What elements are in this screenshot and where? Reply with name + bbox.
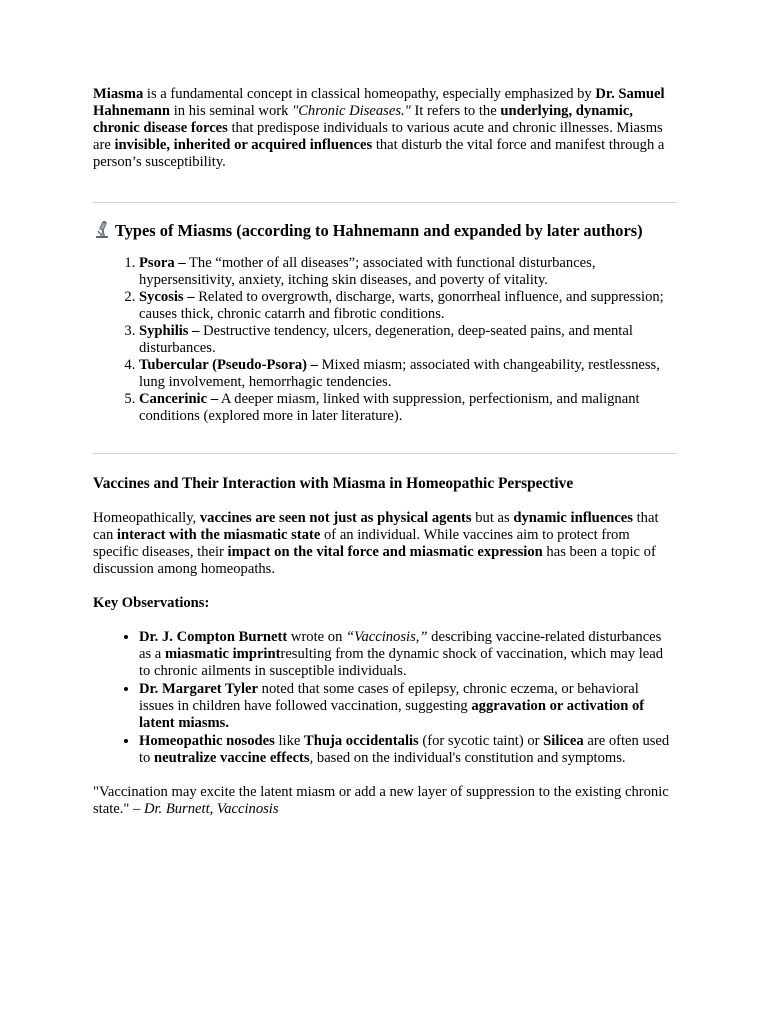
intro-text: in his seminal work	[170, 103, 293, 119]
list-item	[139, 289, 677, 323]
section-divider	[93, 453, 677, 454]
miasm-description: Related to overgrowth, discharge, warts, gonorrheal influence, and suppression; causes thick, chronic catarrh and fibrotic conditions.	[139, 289, 664, 322]
obs-text: wrote on	[287, 629, 347, 645]
intro-emphasis: invisible, inherited or acquired influences	[114, 137, 373, 153]
miasm-types-list	[93, 255, 677, 425]
obs-bold: aggravation or activation of latent miasms.	[139, 698, 645, 731]
quote-attribution: Dr. Burnett, Vaccinosis	[143, 801, 279, 817]
para-text: but as	[471, 510, 514, 526]
miasm-description: Mixed miasm; associated with changeability, restlessness, lung involvement, hemorrhagic tendencies.	[139, 357, 660, 390]
miasm-name: Cancerinic –	[139, 391, 219, 407]
list-item	[139, 628, 677, 680]
term-miasma: Miasma	[93, 86, 144, 102]
obs-bold: Dr. Margaret Tyler	[139, 681, 259, 697]
list-item	[139, 680, 677, 732]
miasm-name: Psora –	[139, 255, 186, 271]
miasm-name: Tubercular (Pseudo-Psora) –	[139, 357, 318, 373]
intro-text: that disturb the vital force and manifest through a person’s susceptibility.	[93, 137, 665, 170]
intro-paragraph	[93, 86, 677, 171]
types-heading-text: Types of Miasms (according to Hahnemann and expanded by later authors)	[115, 221, 643, 240]
obs-bold: miasmatic imprint	[164, 646, 281, 662]
para-emphasis: dynamic influences	[513, 510, 633, 526]
document-page	[93, 86, 677, 818]
obs-text: , based on the individual's constitution and symptoms.	[309, 750, 626, 766]
section-divider	[93, 202, 677, 203]
obs-bold: Thuja occidentalis	[304, 733, 419, 749]
miasm-description: Destructive tendency, ulcers, degeneration, deep-seated pains, and mental disturbances.	[139, 323, 633, 356]
miasm-name: Syphilis –	[139, 323, 200, 339]
quote-text: "Vaccination may excite the latent miasm or add a new layer of suppression to the existing chronic state." –	[93, 784, 669, 817]
obs-text: noted that some cases of epilepsy, chronic eczema, or behavioral issues in children have followed vaccination, suggesting	[139, 681, 639, 714]
obs-bold: Dr. J. Compton Burnett	[139, 629, 288, 645]
para-text: Homeopathically,	[93, 510, 200, 526]
para-emphasis: interact with the miasmatic state	[116, 527, 321, 543]
list-item	[139, 391, 677, 425]
para-emphasis: vaccines are seen not just as physical agents	[199, 510, 472, 526]
obs-text: describing vaccine-related disturbances as a	[139, 629, 662, 662]
obs-bold: Silicea	[543, 733, 584, 749]
miasm-name: Sycosis –	[139, 289, 195, 305]
types-heading	[93, 221, 677, 241]
list-item	[139, 323, 677, 357]
para-text: has been a topic of discussion among homeopaths.	[93, 544, 656, 577]
obs-text: are often used to	[139, 733, 670, 766]
observations-list	[93, 628, 677, 767]
obs-bold: Homeopathic nosodes	[139, 733, 275, 749]
obs-bold: neutralize vaccine effects	[154, 750, 310, 766]
key-observations-label: Key Observations:	[93, 595, 210, 611]
para-text: that can	[93, 510, 659, 543]
list-item	[139, 732, 677, 767]
vaccines-paragraph	[93, 510, 677, 578]
author-name: Dr. Samuel Hahnemann	[93, 86, 665, 119]
obs-text: like	[274, 733, 304, 749]
vaccines-heading: Vaccines and Their Interaction with Miasma in Homeopathic Perspective	[93, 475, 574, 492]
obs-text: resulting from the dynamic shock of vaccination, which may lead to chronic ailments in susceptible individuals.	[139, 646, 664, 679]
microscope-icon	[93, 221, 111, 239]
miasm-description: The “mother of all diseases”; associated with functional disturbances, hypersensitivity, anxiety, itching skin diseases, and poverty of vitality.	[139, 255, 596, 288]
obs-italic: “Vaccinosis,”	[346, 629, 428, 645]
burnett-quote	[93, 784, 677, 818]
intro-text: that predispose individuals to various acute and chronic illnesses. Miasms are	[93, 120, 663, 153]
miasm-description: A deeper miasm, linked with suppression, perfectionism, and malignant conditions (explored more in later literature).	[139, 391, 640, 424]
para-emphasis: impact on the vital force and miasmatic expression	[227, 544, 543, 560]
intro-text: is a fundamental concept in classical homeopathy, especially emphasized by	[143, 86, 596, 102]
obs-text: (for sycotic taint) or	[418, 733, 544, 749]
intro-emphasis: underlying, dynamic, chronic disease forces	[93, 103, 633, 136]
work-title: "Chronic Diseases."	[292, 103, 411, 119]
list-item	[139, 357, 677, 391]
intro-text: It refers to the	[410, 103, 501, 119]
list-item	[139, 255, 677, 289]
para-text: of an individual. While vaccines aim to protect from specific diseases, their	[93, 527, 630, 560]
